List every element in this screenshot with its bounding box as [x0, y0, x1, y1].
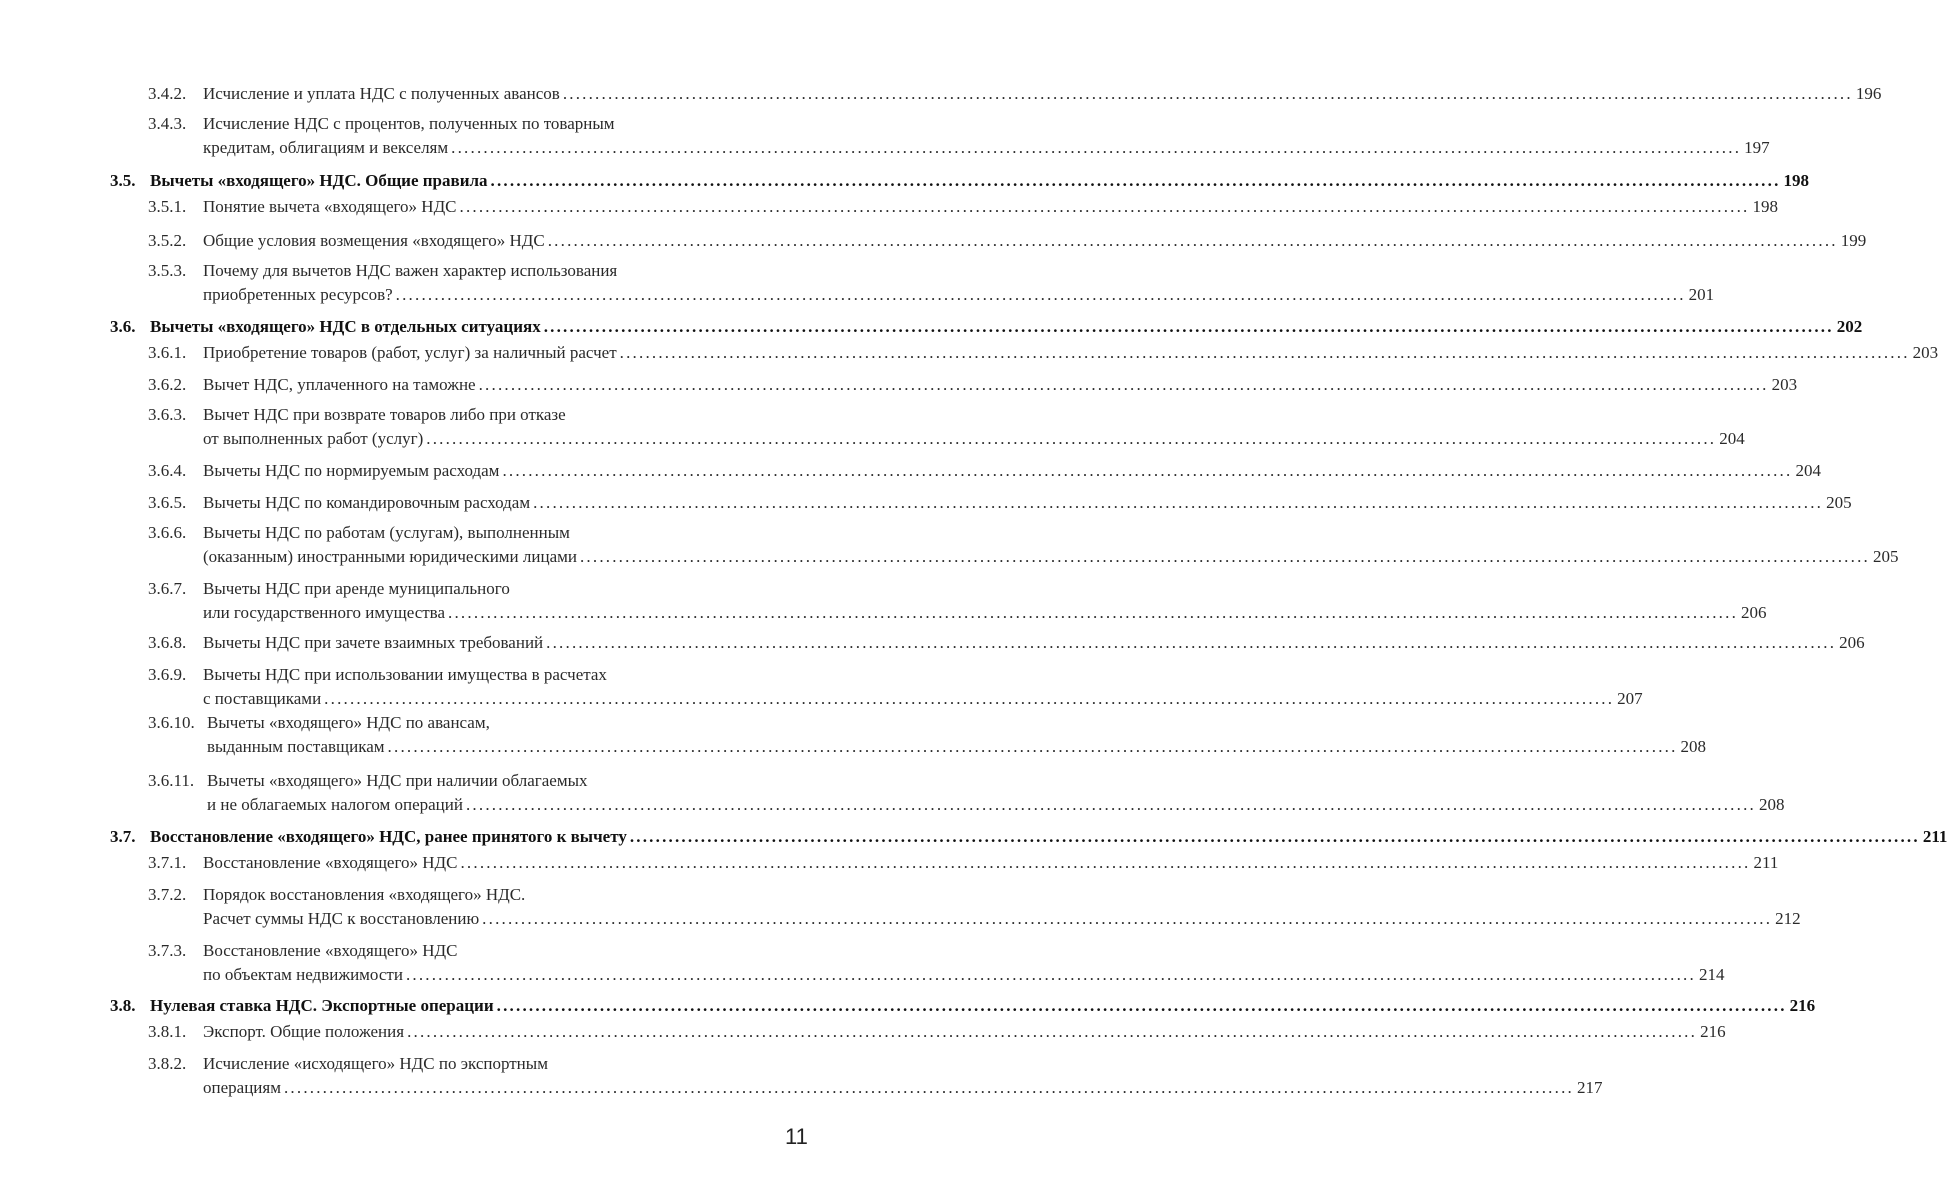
dot-leader: ........................................................................................................................................................................................................: [546, 633, 1837, 652]
entry-title: Вычеты «входящего» НДС по авансам,: [207, 713, 490, 732]
entry-number: 3.6.3.: [148, 405, 187, 424]
dot-leader: ........................................................................................................................................................................................................: [629, 827, 1920, 846]
entry-page: 203: [1771, 375, 1798, 394]
entry-title: с поставщиками: [203, 689, 322, 708]
entry-title: выданным поставщикам: [207, 737, 385, 756]
entry-page: 198: [1783, 171, 1810, 190]
entry-title: Исчисление НДС с процентов, полученных по товарным: [203, 114, 615, 133]
entry-title: Почему для вычетов НДС важен характер использования: [203, 261, 618, 280]
entry-number: 3.7.1.: [148, 853, 187, 872]
dot-leader: ........................................................................................................................................................................................................: [324, 689, 1615, 708]
entry-title: Вычеты «входящего» НДС. Общие правила: [150, 171, 488, 190]
dot-leader: ........................................................................................................................................................................................................: [547, 231, 1838, 250]
entry-title: кредитам, облигациям и векселям: [203, 138, 449, 157]
dot-leader: ........................................................................................................................................................................................................: [482, 909, 1773, 928]
entry-title: Расчет суммы НДС к восстановлению: [203, 909, 480, 928]
dot-leader: ........................................................................................................................................................................................................: [496, 996, 1787, 1015]
dot-leader: ........................................................................................................................................................................................................: [459, 197, 1750, 216]
entry-title: Вычеты НДС при зачете взаимных требований: [203, 633, 544, 652]
entry-page: 203: [1912, 343, 1939, 362]
entry-title: Вычеты НДС по командировочным расходам: [203, 493, 531, 512]
entry-title: Вычеты НДС по работам (услугам), выполненным: [203, 523, 570, 542]
entry-title: Порядок восстановления «входящего» НДС.: [203, 885, 526, 904]
entry-title: Экспорт. Общие положения: [203, 1022, 405, 1041]
entry-page: 208: [1680, 737, 1707, 756]
entry-title: Восстановление «входящего» НДС, ранее принятого к вычету: [150, 827, 627, 846]
dot-leader: ........................................................................................................................................................................................................: [407, 1022, 1698, 1041]
entry-title: Вычеты НДС по нормируемым расходам: [203, 461, 500, 480]
entry-number: 3.7.2.: [148, 885, 187, 904]
entry-page: 212: [1775, 909, 1801, 928]
entry-page: 205: [1826, 493, 1852, 512]
entry-page: 216: [1700, 1022, 1726, 1041]
entry-page: 199: [1840, 231, 1867, 250]
dot-leader: ........................................................................................................................................................................................................: [387, 737, 1678, 756]
entry-number: 3.6.10.: [148, 713, 195, 732]
entry-page: 202: [1836, 317, 1863, 336]
entry-number: 3.6.1.: [148, 343, 187, 362]
entry-title: Приобретение товаров (работ, услуг) за наличный расчет: [203, 343, 617, 362]
entry-page: 206: [1839, 633, 1865, 652]
entry-title: приобретенных ресурсов?: [203, 285, 393, 304]
dot-leader: ........................................................................................................................................................................................................: [490, 171, 1781, 190]
entry-title: от выполненных работ (услуг): [203, 429, 424, 448]
entry-title: Вычеты «входящего» НДС в отдельных ситуациях: [150, 317, 541, 336]
entry-page: 198: [1752, 197, 1778, 216]
entry-number: 3.6.5.: [148, 493, 187, 512]
entry-page: 207: [1617, 689, 1643, 708]
entry-number: 3.4.3.: [148, 114, 187, 133]
entry-number: 3.8.2.: [148, 1054, 187, 1073]
dot-leader: ........................................................................................................................................................................................................: [619, 343, 1910, 362]
dot-leader: ........................................................................................................................................................................................................: [426, 429, 1717, 448]
entry-number: 3.6.11.: [148, 771, 195, 790]
entry-page: 211: [1753, 853, 1779, 872]
entry-number: 3.6.6.: [148, 523, 187, 542]
entry-title: Вычет НДС, уплаченного на таможне: [203, 375, 476, 394]
dot-leader: ........................................................................................................................................................................................................: [405, 965, 1696, 984]
entry-title: и не облагаемых налогом операций: [207, 795, 463, 814]
entry-number: 3.6.4.: [148, 461, 187, 480]
entry-title: Вычеты НДС при использовании имущества в расчетах: [203, 665, 607, 684]
entry-page: 206: [1741, 603, 1767, 622]
entry-number: 3.6.: [110, 317, 136, 336]
entry-title: Понятие вычета «входящего» НДС: [203, 197, 457, 216]
entry-page: 197: [1744, 138, 1770, 157]
dot-leader: ........................................................................................................................................................................................................: [502, 461, 1793, 480]
entry-number: 3.8.: [110, 996, 136, 1015]
entry-title: Исчисление «исходящего» НДС по экспортным: [203, 1054, 548, 1073]
entry-title: по объектам недвижимости: [203, 965, 403, 984]
entry-title: Вычеты «входящего» НДС при наличии облагаемых: [207, 771, 588, 790]
entry-number: 3.5.2.: [148, 231, 187, 250]
entry-page: 201: [1688, 285, 1715, 304]
entry-title: операциям: [203, 1078, 281, 1097]
entry-title: Нулевая ставка НДС. Экспортные операции: [150, 996, 494, 1015]
dot-leader: ........................................................................................................................................................................................................: [395, 285, 1686, 304]
entry-number: 3.5.3.: [148, 261, 187, 280]
entry-page: 217: [1576, 1078, 1603, 1097]
dot-leader: ........................................................................................................................................................................................................: [562, 84, 1853, 103]
entry-number: 3.8.1.: [148, 1022, 187, 1041]
entry-number: 3.5.1.: [148, 197, 187, 216]
entry-page: 214: [1698, 965, 1725, 984]
entry-title: или государственного имущества: [203, 603, 446, 622]
entry-number: 3.6.7.: [148, 579, 187, 598]
entry-title: Вычет НДС при возврате товаров либо при отказе: [203, 405, 566, 424]
dot-leader: ........................................................................................................................................................................................................: [460, 853, 1751, 872]
entry-number: 3.4.2.: [148, 84, 187, 103]
page-number: 11: [785, 1124, 808, 1149]
entry-title: Восстановление «входящего» НДС: [203, 941, 458, 960]
entry-number: 3.7.: [110, 827, 136, 846]
dot-leader: ........................................................................................................................................................................................................: [448, 603, 1739, 622]
dot-leader: ........................................................................................................................................................................................................: [579, 547, 1870, 566]
entry-page: 204: [1795, 461, 1821, 480]
entry-title: Исчисление и уплата НДС с полученных авансов: [203, 84, 560, 103]
entry-title: Общие условия возмещения «входящего» НДС: [203, 231, 545, 250]
entry-page: 211: [1922, 827, 1947, 846]
entry-number: 3.7.3.: [148, 941, 187, 960]
entry-page: 208: [1758, 795, 1785, 814]
entry-title: Вычеты НДС при аренде муниципального: [203, 579, 510, 598]
dot-leader: ........................................................................................................................................................................................................: [478, 375, 1769, 394]
entry-page: 204: [1719, 429, 1745, 448]
dot-leader: ........................................................................................................................................................................................................: [543, 317, 1834, 336]
entry-number: 3.6.2.: [148, 375, 187, 394]
entry-page: 205: [1872, 547, 1899, 566]
entry-page: 196: [1855, 84, 1882, 103]
entry-title: Восстановление «входящего» НДС: [203, 853, 458, 872]
entry-number: 3.6.8.: [148, 633, 187, 652]
dot-leader: ........................................................................................................................................................................................................: [451, 138, 1742, 157]
entry-number: 3.5.: [110, 171, 136, 190]
entry-number: 3.6.9.: [148, 665, 187, 684]
dot-leader: ........................................................................................................................................................................................................: [533, 493, 1824, 512]
dot-leader: ........................................................................................................................................................................................................: [465, 795, 1756, 814]
entry-title: (оказанным) иностранными юридическими лицами: [203, 547, 577, 566]
entry-page: 216: [1789, 996, 1816, 1015]
dot-leader: ........................................................................................................................................................................................................: [283, 1078, 1574, 1097]
